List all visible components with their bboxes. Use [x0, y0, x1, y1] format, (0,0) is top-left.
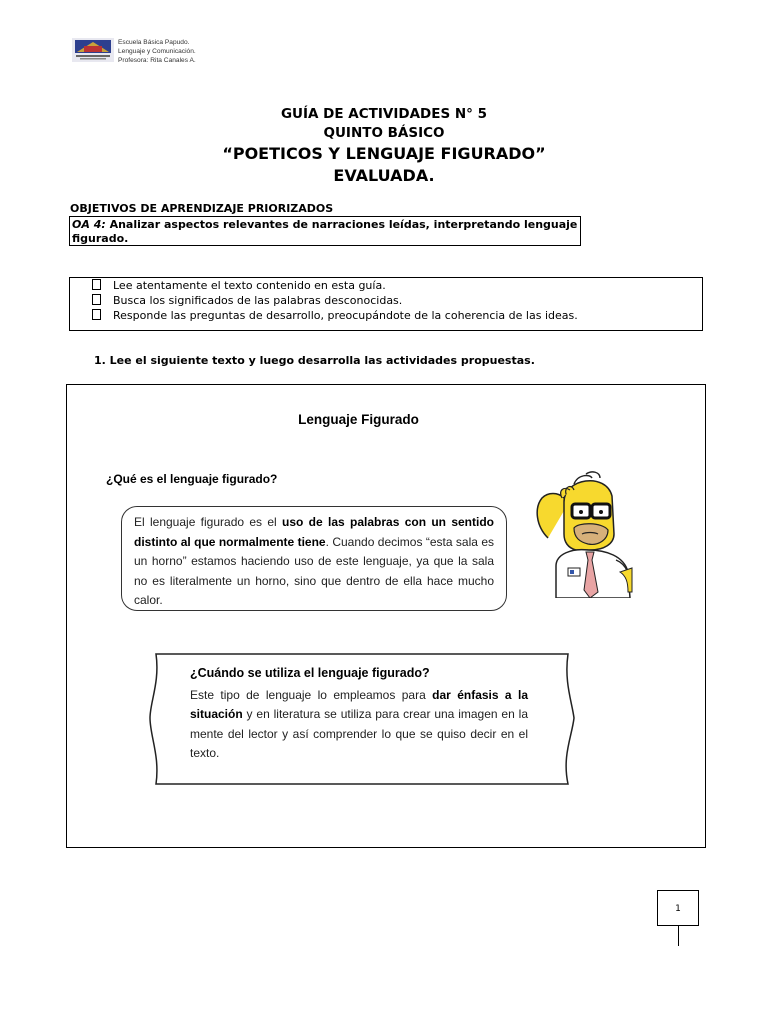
instruction-item: [92, 279, 386, 293]
checkbox-icon: [92, 294, 101, 305]
objectives-heading: OBJETIVOS DE APRENDIZAJE PRIORIZADOS: [70, 202, 334, 215]
character-illustration: [528, 468, 634, 598]
instructions-box: [69, 277, 703, 331]
objective-code: OA 4:: [72, 218, 106, 231]
page-number: 1: [657, 890, 699, 926]
school-logo: [72, 38, 114, 62]
what-is-heading: ¿Qué es el lenguaje figurado?: [106, 472, 278, 486]
school-name: Escuela Básica Papudo.: [118, 39, 190, 46]
when-used-heading: ¿Cuándo se utiliza el lenguaje figurado?: [190, 666, 430, 680]
figure-title: Lenguaje Figurado: [298, 412, 419, 427]
when-text-2: y en literatura se utiliza para crear una imagen en la mente del lector y así comprender lo que se quiso decir en el texto.: [190, 707, 528, 760]
instruction-text: Lee atentamente el texto contenido en esta guía.: [113, 279, 386, 292]
guide-title: GUÍA DE ACTIVIDADES N° 5: [280, 106, 488, 122]
when-used-body: [190, 686, 528, 764]
checkbox-icon: [92, 279, 101, 290]
subject-name: Lenguaje y Comunicación.: [118, 48, 196, 55]
definition-text-1: El lenguaje figurado es el: [134, 515, 283, 529]
when-text-1: Este tipo de lenguaje lo empleamos para: [190, 687, 433, 702]
instruction-item: [92, 309, 578, 323]
grade-title: QUINTO BÁSICO: [323, 125, 445, 141]
question-1: 1. Lee el siguiente texto y luego desarrolla las actividades propuestas.: [94, 354, 535, 367]
topic-title: “POETICOS Y LENGUAJE FIGURADO”: [222, 144, 546, 163]
objective-text: Analizar aspectos relevantes de narraciones leídas, interpretando lenguaje figurado.: [72, 218, 578, 245]
definition-bold: uso de las palabras con un sentido distinto al que normalmente tiene: [134, 515, 494, 549]
title-block: [0, 105, 768, 187]
instruction-text: Responde las preguntas de desarrollo, preocupándote de la coherencia de las ideas.: [113, 309, 578, 322]
page-number-line: [678, 926, 679, 946]
instruction-item: [92, 294, 402, 308]
definition-bubble: [121, 506, 507, 611]
teacher-name: Profesora: Rita Canales A.: [118, 57, 196, 64]
definition-text-2: . Cuando decimos “esta sala es un horno” estamos haciendo uso de este lenguaje, ya que la sala no es literalmente un horno, sino que dentro de ella hace mucho calor.: [134, 534, 494, 607]
instruction-text: Busca los significados de las palabras desconocidas.: [113, 294, 403, 307]
objective-box: [69, 216, 581, 246]
when-used-block: [190, 664, 528, 764]
school-info: [118, 38, 196, 65]
checkbox-icon: [92, 309, 101, 320]
when-bold: dar énfasis a la situación: [190, 687, 528, 721]
evaluated-title: EVALUADA.: [333, 166, 435, 185]
